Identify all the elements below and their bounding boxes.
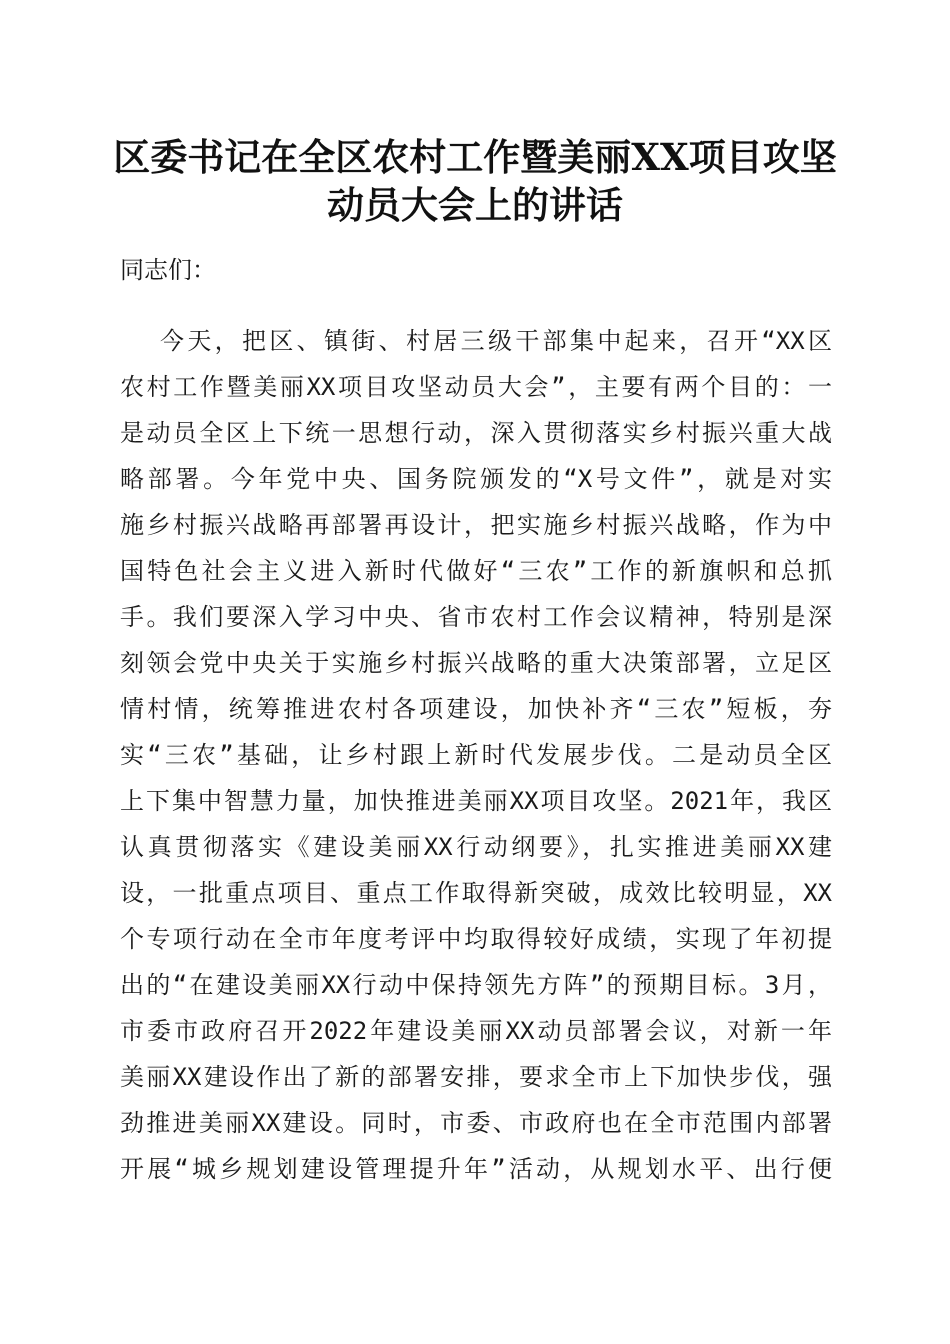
- body-line: 是动员全区上下统一思想行动，深入贯彻落实乡村振兴重大战: [120, 419, 832, 447]
- body-line: 设，一批重点项目、重点工作取得新突破，成效比较明显，XX: [120, 879, 832, 907]
- body-line: 市委市政府召开2022年建设美丽XX动员部署会议，对新一年: [120, 1017, 832, 1045]
- body-line: 今天，把区、镇街、村居三级干部集中起来，召开“XX区: [160, 327, 832, 355]
- body-line: 认真贯彻落实《建设美丽XX行动纲要》，扎实推进美丽XX建: [120, 833, 832, 861]
- body-line: 国特色社会主义进入新时代做好“三农”工作的新旗帜和总抓: [120, 557, 832, 585]
- document-title-line-2: 动员大会上的讲话: [327, 183, 623, 227]
- body-line: 个专项行动在全市年度考评中均取得较好成绩，实现了年初提: [120, 925, 832, 953]
- body-line: 实“三农”基础，让乡村跟上新时代发展步伐。二是动员全区: [120, 741, 832, 769]
- body-line: 手。我们要深入学习中央、省市农村工作会议精神，特别是深: [120, 603, 832, 631]
- body-line: 上下集中智慧力量，加快推进美丽XX项目攻坚。2021年，我区: [120, 787, 832, 815]
- body-line: 劲推进美丽XX建设。同时，市委、市政府也在全市范围内部署: [120, 1109, 832, 1137]
- body-paragraph: [120, 318, 832, 1192]
- body-line: 美丽XX建设作出了新的部署安排，要求全市上下加快步伐，强: [120, 1063, 832, 1091]
- body-line: 刻领会党中央关于实施乡村振兴战略的重大决策部署，立足区: [120, 649, 832, 677]
- document-title-line-1: 区委书记在全区农村工作暨美丽XX项目攻坚: [113, 135, 837, 179]
- body-line: 开展“城乡规划建设管理提升年”活动，从规划水平、出行便: [120, 1155, 832, 1183]
- body-line: 施乡村振兴战略再部署再设计，把实施乡村振兴战略，作为中: [120, 511, 832, 539]
- body-line: 出的“在建设美丽XX行动中保持领先方阵”的预期目标。3月，: [120, 971, 832, 999]
- body-line: 略部署。今年党中央、国务院颁发的“X号文件”，就是对实: [120, 465, 832, 493]
- body-line: 情村情，统筹推进农村各项建设，加快补齐“三农”短板，夯: [120, 695, 832, 723]
- body-line: 农村工作暨美丽XX项目攻坚动员大会”，主要有两个目的：一: [120, 373, 832, 401]
- salutation: 同志们：: [120, 256, 216, 284]
